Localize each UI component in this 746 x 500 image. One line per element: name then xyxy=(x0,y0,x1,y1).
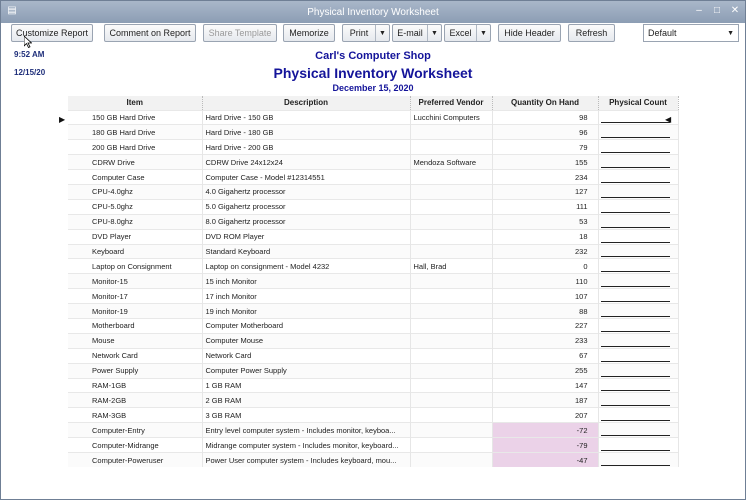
report-title: Physical Inventory Worksheet xyxy=(273,65,473,81)
vendor-cell[interactable] xyxy=(410,304,492,319)
report-body xyxy=(1,43,745,499)
hide-header-button[interactable]: Hide Header xyxy=(498,24,561,42)
vendor-cell[interactable] xyxy=(410,140,492,155)
window-menu-icon[interactable]: ▤ xyxy=(7,5,17,16)
vendor-cell[interactable]: Lucchini Computers xyxy=(410,110,492,125)
column-header-item[interactable]: Item xyxy=(68,96,202,110)
report-date: December 15, 2020 xyxy=(332,83,414,93)
physical-count-cell[interactable] xyxy=(598,125,678,140)
item-cell[interactable]: RAM-2GB xyxy=(68,393,202,408)
item-cell[interactable]: Motherboard xyxy=(68,318,202,333)
table-row[interactable] xyxy=(68,110,678,125)
excel-dropdown-icon[interactable]: ▼ xyxy=(476,25,490,41)
quantity-cell[interactable]: 187 xyxy=(492,393,598,408)
item-cell[interactable]: Computer-Poweruser xyxy=(68,452,202,467)
quantity-cell[interactable]: 232 xyxy=(492,244,598,259)
vendor-cell[interactable] xyxy=(410,393,492,408)
quantity-cell[interactable]: 79 xyxy=(492,140,598,155)
physical-count-cell[interactable] xyxy=(598,184,678,199)
physical-count-cell[interactable] xyxy=(598,289,678,304)
column-header-preferred-vendor[interactable]: Preferred Vendor xyxy=(410,96,492,110)
memorize-button[interactable]: Memorize xyxy=(283,24,335,42)
vendor-cell[interactable] xyxy=(410,125,492,140)
physical-count-cell[interactable] xyxy=(598,170,678,185)
physical-count-cell[interactable] xyxy=(598,393,678,408)
table-row[interactable] xyxy=(68,333,678,348)
refresh-button[interactable]: Refresh xyxy=(568,24,615,42)
description-cell[interactable]: 5.0 Gigahertz processor xyxy=(202,199,410,214)
physical-count-cell[interactable] xyxy=(598,408,678,423)
table-row[interactable] xyxy=(68,438,678,453)
comment-on-report-button[interactable]: Comment on Report xyxy=(104,24,196,42)
quantity-cell[interactable]: 155 xyxy=(492,155,598,170)
column-header-physical-count[interactable]: Physical Count xyxy=(598,96,678,110)
table-row[interactable] xyxy=(68,170,678,185)
vendor-cell[interactable] xyxy=(410,229,492,244)
vendor-cell[interactable] xyxy=(410,184,492,199)
physical-count-cell[interactable] xyxy=(598,304,678,319)
physical-count-cell[interactable] xyxy=(598,363,678,378)
table-row[interactable] xyxy=(68,452,678,467)
table-row[interactable] xyxy=(68,184,678,199)
chevron-down-icon: ▼ xyxy=(727,29,734,37)
quantity-cell[interactable]: 207 xyxy=(492,408,598,423)
item-cell[interactable]: Computer-Midrange xyxy=(68,438,202,453)
quantity-cell[interactable]: 227 xyxy=(492,318,598,333)
table-row[interactable] xyxy=(68,199,678,214)
physical-count-cell[interactable] xyxy=(598,199,678,214)
description-cell[interactable]: 17 inch Monitor xyxy=(202,289,410,304)
table-row[interactable] xyxy=(68,408,678,423)
table-row[interactable] xyxy=(68,289,678,304)
item-cell[interactable]: Monitor-15 xyxy=(68,274,202,289)
item-cell[interactable]: 200 GB Hard Drive xyxy=(68,140,202,155)
report-time: 9:52 AM xyxy=(14,50,45,59)
physical-count-cell[interactable] xyxy=(598,155,678,170)
report-view-select[interactable] xyxy=(643,24,739,42)
report-date-short: 12/15/20 xyxy=(14,68,46,77)
description-cell[interactable]: 19 inch Monitor xyxy=(202,304,410,319)
email-button[interactable] xyxy=(392,24,442,42)
vendor-cell[interactable] xyxy=(410,333,492,348)
table-row[interactable] xyxy=(68,304,678,319)
print-label: Print xyxy=(349,28,369,38)
item-cell[interactable]: Laptop on Consignment xyxy=(68,259,202,274)
table-row[interactable] xyxy=(68,363,678,378)
table-row[interactable] xyxy=(68,274,678,289)
table-row[interactable] xyxy=(68,348,678,363)
physical-count-cell[interactable] xyxy=(598,259,678,274)
physical-count-cell[interactable] xyxy=(598,378,678,393)
quantity-cell[interactable]: 18 xyxy=(492,229,598,244)
description-cell[interactable]: CDRW Drive 24x12x24 xyxy=(202,155,410,170)
vendor-cell[interactable] xyxy=(410,408,492,423)
physical-count-cell[interactable] xyxy=(598,274,678,289)
quantity-cell[interactable]: 0 xyxy=(492,259,598,274)
item-cell[interactable]: Computer Case xyxy=(68,170,202,185)
item-cell[interactable]: CPU-4.0ghz xyxy=(68,184,202,199)
table-row[interactable] xyxy=(68,378,678,393)
item-cell[interactable]: Power Supply xyxy=(68,363,202,378)
physical-count-cell[interactable] xyxy=(598,140,678,155)
column-header-quantity-on-hand[interactable]: Quantity On Hand xyxy=(492,96,598,110)
print-dropdown-icon[interactable]: ▼ xyxy=(375,25,389,41)
inventory-table xyxy=(68,96,679,467)
vendor-cell[interactable] xyxy=(410,289,492,304)
vendor-cell[interactable] xyxy=(410,348,492,363)
item-cell[interactable]: Monitor-17 xyxy=(68,289,202,304)
quantity-cell[interactable]: 88 xyxy=(492,304,598,319)
description-cell[interactable]: Computer Case - Model #12314551 xyxy=(202,170,410,185)
vendor-cell[interactable] xyxy=(410,170,492,185)
close-icon[interactable]: ✕ xyxy=(730,5,740,16)
vendor-cell[interactable] xyxy=(410,318,492,333)
row-pointer-right-icon: ◀ xyxy=(665,115,672,124)
table-row[interactable] xyxy=(68,423,678,438)
description-cell[interactable]: 2 GB RAM xyxy=(202,393,410,408)
physical-count-cell[interactable] xyxy=(598,244,678,259)
description-cell[interactable]: Computer Power Supply xyxy=(202,363,410,378)
vendor-cell[interactable] xyxy=(410,214,492,229)
quantity-cell[interactable]: -72 xyxy=(492,423,598,438)
excel-button[interactable] xyxy=(444,24,491,42)
quantity-cell[interactable]: -47 xyxy=(492,452,598,467)
table-row[interactable] xyxy=(68,229,678,244)
quantity-cell[interactable]: 53 xyxy=(492,214,598,229)
email-label: E-mail xyxy=(397,28,423,38)
description-cell[interactable]: 15 inch Monitor xyxy=(202,274,410,289)
quantity-cell[interactable]: 147 xyxy=(492,378,598,393)
quantity-cell[interactable]: 107 xyxy=(492,289,598,304)
description-cell[interactable]: Entry level computer system - Includes monitor, keyboa... xyxy=(202,423,410,438)
item-cell[interactable]: RAM-1GB xyxy=(68,378,202,393)
quantity-cell[interactable]: 233 xyxy=(492,333,598,348)
vendor-cell[interactable] xyxy=(410,274,492,289)
vendor-cell[interactable] xyxy=(410,363,492,378)
item-cell[interactable]: RAM-3GB xyxy=(68,408,202,423)
title-bar[interactable] xyxy=(1,1,745,23)
description-cell[interactable]: Computer Motherboard xyxy=(202,318,410,333)
row-pointer-left-icon: ▶ xyxy=(59,115,66,124)
description-cell[interactable]: Hard Drive - 200 GB xyxy=(202,140,410,155)
description-cell[interactable]: Computer Mouse xyxy=(202,333,410,348)
physical-count-cell[interactable] xyxy=(598,333,678,348)
description-cell[interactable]: 8.0 Gigahertz processor xyxy=(202,214,410,229)
physical-count-cell[interactable] xyxy=(598,214,678,229)
table-row[interactable] xyxy=(68,155,678,170)
quantity-cell[interactable]: 110 xyxy=(492,274,598,289)
description-cell[interactable]: 4.0 Gigahertz processor xyxy=(202,184,410,199)
physical-count-cell[interactable] xyxy=(598,229,678,244)
report-view-value: Default xyxy=(648,28,677,38)
quantity-cell[interactable]: 96 xyxy=(492,125,598,140)
item-cell[interactable]: Keyboard xyxy=(68,244,202,259)
restore-icon[interactable]: □ xyxy=(713,5,721,16)
company-name: Carl's Computer Shop xyxy=(315,50,431,62)
description-cell[interactable]: 3 GB RAM xyxy=(202,408,410,423)
table-header-row xyxy=(68,96,678,110)
table-row[interactable] xyxy=(68,125,678,140)
description-cell[interactable]: 1 GB RAM xyxy=(202,378,410,393)
description-cell[interactable]: Power User computer system - Includes keyboard, mou... xyxy=(202,452,410,467)
table-row[interactable] xyxy=(68,140,678,155)
description-cell[interactable]: Hard Drive - 180 GB xyxy=(202,125,410,140)
table-row[interactable] xyxy=(68,393,678,408)
quantity-cell[interactable]: -79 xyxy=(492,438,598,453)
item-cell[interactable]: 180 GB Hard Drive xyxy=(68,125,202,140)
vendor-cell[interactable]: Hall, Brad xyxy=(410,259,492,274)
email-dropdown-icon[interactable]: ▼ xyxy=(427,25,441,41)
report-toolbar xyxy=(1,23,745,43)
vendor-cell[interactable] xyxy=(410,452,492,467)
table-row[interactable] xyxy=(68,244,678,259)
excel-label: Excel xyxy=(449,28,472,38)
vendor-cell[interactable] xyxy=(410,244,492,259)
table-row[interactable] xyxy=(68,214,678,229)
item-cell[interactable]: CPU-8.0ghz xyxy=(68,214,202,229)
physical-count-cell[interactable] xyxy=(598,318,678,333)
physical-count-cell[interactable] xyxy=(598,423,678,438)
description-cell[interactable]: Standard Keyboard xyxy=(202,244,410,259)
physical-count-cell[interactable] xyxy=(598,348,678,363)
quantity-cell[interactable]: 111 xyxy=(492,199,598,214)
share-template-button[interactable]: Share Template xyxy=(203,24,277,42)
quantity-cell[interactable]: 98 xyxy=(492,110,598,125)
description-cell[interactable]: Hard Drive - 150 GB xyxy=(202,110,410,125)
table-row[interactable] xyxy=(68,259,678,274)
description-cell[interactable]: Network Card xyxy=(202,348,410,363)
vendor-cell[interactable] xyxy=(410,199,492,214)
table-body xyxy=(68,110,678,467)
vendor-cell[interactable] xyxy=(410,378,492,393)
description-cell[interactable]: DVD ROM Player xyxy=(202,229,410,244)
item-cell[interactable]: Monitor-19 xyxy=(68,304,202,319)
quantity-cell[interactable]: 67 xyxy=(492,348,598,363)
window-controls xyxy=(693,4,741,18)
window-title: Physical Inventory Worksheet xyxy=(307,6,439,18)
description-cell[interactable]: Laptop on consignment - Model 4232 xyxy=(202,259,410,274)
physical-count-cell[interactable] xyxy=(598,438,678,453)
column-header-description[interactable]: Description xyxy=(202,96,410,110)
customize-report-button[interactable]: Customize Report xyxy=(11,24,93,42)
item-cell[interactable]: CDRW Drive xyxy=(68,155,202,170)
physical-count-cell[interactable] xyxy=(598,110,678,125)
minimize-icon[interactable]: – xyxy=(696,5,702,16)
vendor-cell[interactable]: Mendoza Software xyxy=(410,155,492,170)
item-cell[interactable]: Network Card xyxy=(68,348,202,363)
table-row[interactable] xyxy=(68,318,678,333)
quantity-cell[interactable]: 234 xyxy=(492,170,598,185)
vendor-cell[interactable] xyxy=(410,423,492,438)
vendor-cell[interactable] xyxy=(410,438,492,453)
item-cell[interactable]: Mouse xyxy=(68,333,202,348)
item-cell[interactable]: Computer-Entry xyxy=(68,423,202,438)
item-cell[interactable]: 150 GB Hard Drive xyxy=(68,110,202,125)
description-cell[interactable]: Midrange computer system - Includes monitor, keyboard... xyxy=(202,438,410,453)
item-cell[interactable]: CPU-5.0ghz xyxy=(68,199,202,214)
physical-count-cell[interactable] xyxy=(598,452,678,467)
item-cell[interactable]: DVD Player xyxy=(68,229,202,244)
print-button[interactable] xyxy=(342,24,390,42)
quantity-cell[interactable]: 255 xyxy=(492,363,598,378)
quantity-cell[interactable]: 127 xyxy=(492,184,598,199)
